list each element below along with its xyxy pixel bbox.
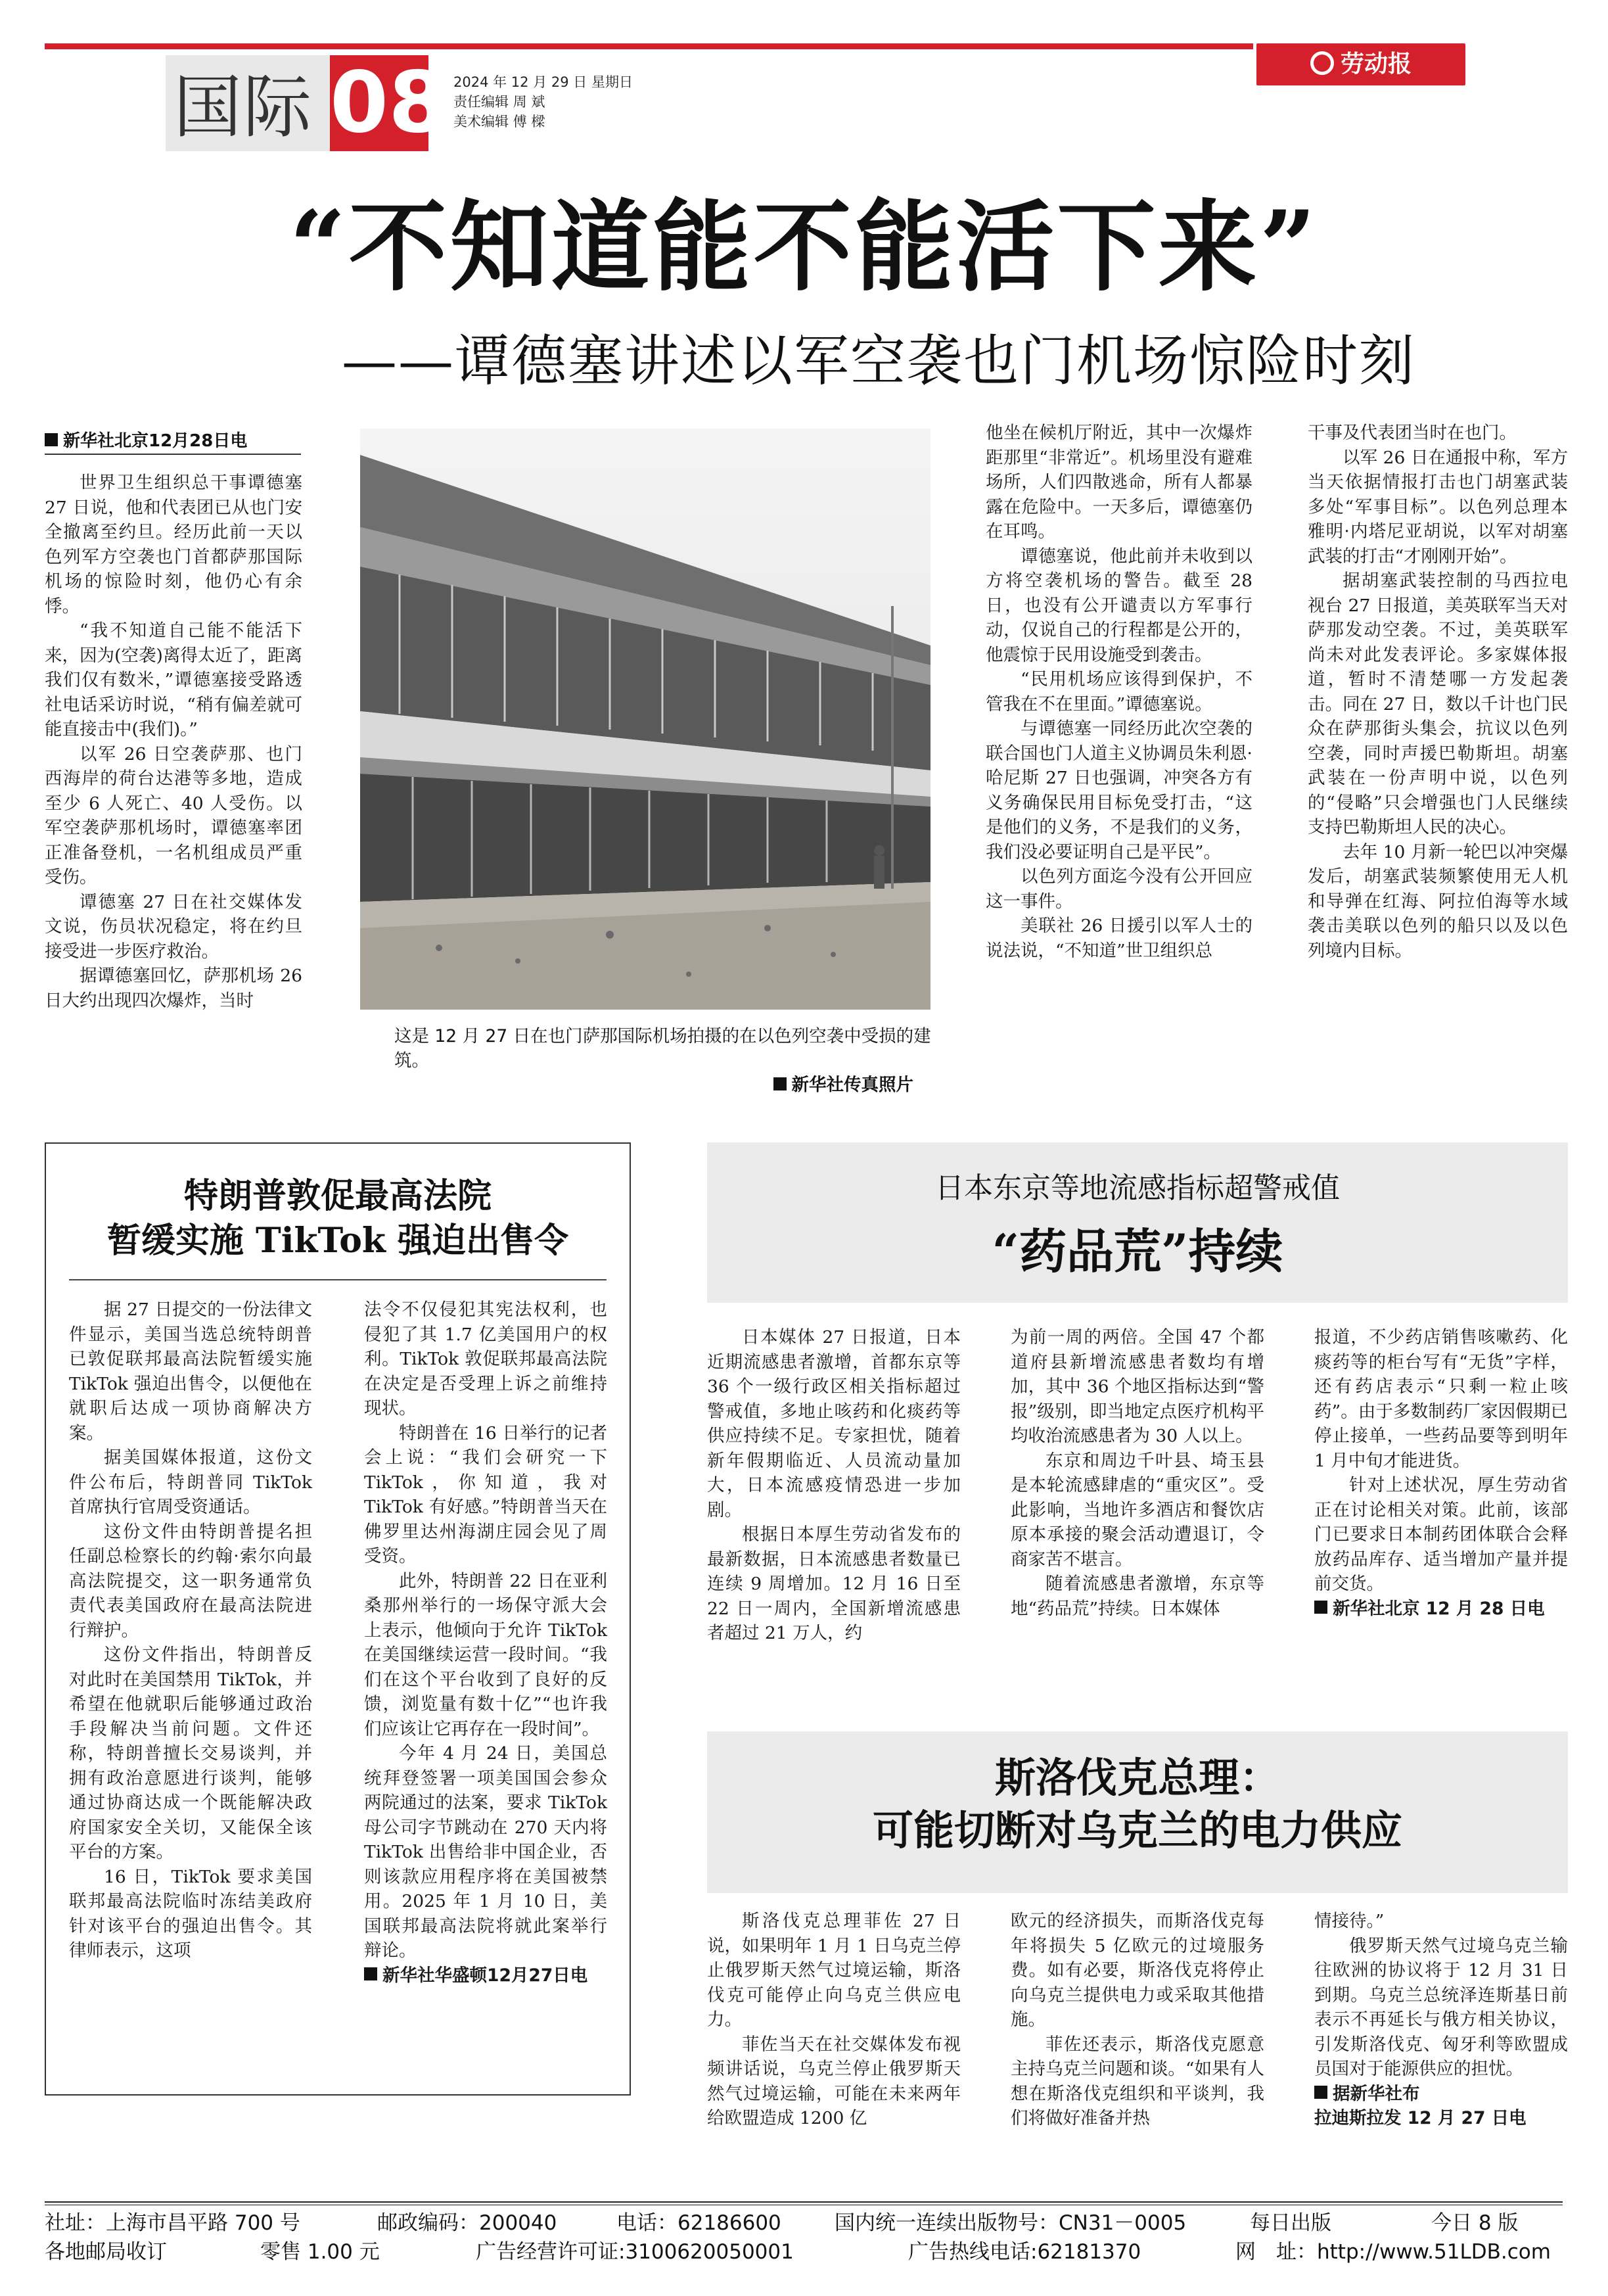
slovakia-column-1 [707, 1909, 961, 2131]
japan-subheadline: 日本东京等地流感指标超警戒值 [935, 1171, 1340, 1205]
paragraph: 干事及代表团当时在也门。 [1308, 423, 1517, 443]
paragraph: 他坐在候机厅附近，其中一次爆炸距那里“非常近”。机场里没有避难场所，人们四散逃命，所有人都暴露在危险中。一天多后，谭德塞仍在耳鸣。 [986, 423, 1252, 542]
tiktok-rule [69, 1279, 607, 1280]
paragraph: 据 27 日提交的一份法律文件显示，美国当选总统特朗普已敦促联邦最高法院暂缓实施 TikTok 强迫出售令，以便他在就职后达成一项协商解决方案。 [69, 1300, 312, 1443]
section-name: 国际 [173, 67, 313, 147]
footer-website [1235, 2239, 1551, 2265]
paragraph: 以军 26 日空袭萨那、也门西海岸的荷台达港等多地，造成至少 6 人死亡、40 人受伤。以军空袭萨那机场时，谭德塞率团正准备登机，一名机组成员严重受伤。 [45, 743, 302, 887]
paragraph: 谭德塞说，他此前并未收到以方将空袭机场的警告。截至 28 日，也没有公开谴责以方军事行动，仅说自己的行程都是公开的，他震惊于民用设施受到袭击。 [986, 546, 1252, 665]
footer-web-label: 网 址： [1235, 2240, 1317, 2264]
paragraph: 东京和周边千叶县、埼玉县是本轮流感肆虐的“重灾区”。受此影响，当地许多酒店和餐饮店原本承接的聚会活动遭退订，令商家苦不堪言。 [1011, 1450, 1264, 1570]
responsible-editor: 责任编辑 周 斌 [453, 94, 545, 110]
slovakia-headline [707, 1752, 1568, 1857]
tiktok-source-text: 新华社华盛顿12月27日电 [382, 1965, 588, 1986]
paragraph: 菲佐当天在社交媒体发布视频讲话说，乌克兰停止俄罗斯天然气过境运输，可能在未来两年给欧盟造成 1200 亿 [707, 2034, 961, 2128]
paragraph: 这份文件指出，特朗普反对此时在美国禁用 TikTok，并希望在他就职后能够通过政治手段解决当前问题。文件还称，特朗普擅长交易谈判，并拥有政治意愿进行谈判，能够通过协商达成一个既能解决政府国家安全关切，又能保全该平台的方案。 [69, 1645, 312, 1862]
paragraph: 据美国媒体报道，这份文件公布后，特朗普同 TikTok 首席执行官周受资通话。 [69, 1447, 312, 1517]
lead-column-2 [986, 421, 1252, 963]
paragraph: 欧元的经济损失，而斯洛伐克每年将损失 5 亿欧元的过境服务费。如有必要，斯洛伐克将停止向乌克兰提供电力或采取其他措施。 [1011, 1911, 1264, 2030]
dateline-rule [45, 454, 301, 455]
tiktok-source [364, 1963, 607, 1988]
photo-caption [394, 1024, 933, 1097]
paragraph: 以色列方面迄今没有公开回应这一事件。 [986, 866, 1252, 912]
slovakia-source-text-b: 拉迪斯拉发 12 月 27 日电 [1314, 2108, 1527, 2128]
paragraph: 斯洛伐克总理菲佐 27 日说，如果明年 1 月 1 日乌克兰停止俄罗斯天然气过境运输，斯洛伐克可能停止向乌克兰供应电力。 [707, 1911, 961, 2030]
paragraph: “民用机场应该得到保护，不管我在不在里面。”谭德塞说。 [986, 669, 1252, 715]
lead-dateline-text: 新华社北京12月28日电 [63, 431, 248, 451]
japan-column-2 [1011, 1325, 1264, 1621]
paragraph: 世界卫生组织总干事谭德塞 27 日说，他和代表团已从也门安全撤离至约旦。经历此前一天以色列军方空袭也门首都萨那国际机场的惊险时刻，他仍心有余悸。 [45, 473, 302, 617]
tiktok-column-2 [364, 1298, 607, 1988]
paragraph: 这份文件由特朗普提名担任副总检察长的约翰·索尔向最高法院提交，这一职务通常负责代表美国政府在最高法院进行辩护。 [69, 1521, 312, 1641]
paragraph: 美联社 26 日援引以军人士的说法说，“不知道”世卫组织总 [986, 916, 1252, 961]
paragraph: 去年 10 月新一轮巴以冲突爆发后，胡塞武装频繁使用无人机和导弹在红海、阿拉伯海等水域袭击美联以色列的船只以及以色列境内目标。 [1308, 841, 1568, 961]
paragraph: 此外，特朗普 22 日在亚利桑那州举行的一场保守派大会上表示，他倾向于允许 TikTok 在美国继续运营一段时间。“我们在这个平台收到了良好的反馈，浏览量有数十亿”“也许我们应该让它再存在一段时间”。 [364, 1570, 607, 1739]
lead-column-1 [45, 471, 302, 1013]
tiktok-headline-line2: 暂缓实施 TikTok 强迫出售令 [106, 1221, 569, 1261]
square-bullet-icon [1314, 1601, 1327, 1614]
paragraph: 根据日本厚生劳动省发布的最新数据，日本流感患者数量已连续 9 周增加。12 月 16 日至 22 日一周内，全国新增流感患者超过 21 万人，约 [707, 1524, 961, 1643]
slovakia-headline-line2: 可能切断对乌克兰的电力供应 [872, 1806, 1402, 1854]
issue-meta [453, 72, 633, 131]
paragraph: 以军 26 日在通报中称，军方当天依据情报打击也门胡塞武装多处“军事目标”。以色列总理本雅明·内塔尼亚胡说，以军对胡塞武装的打击“才刚刚开始”。 [1308, 447, 1568, 567]
slovakia-source-text-a: 据新华社布 [1333, 2083, 1420, 2104]
paragraph: 今年 4 月 24 日，美国总统拜登签署一项美国国会参众两院通过的法案，要求 TikTok 母公司字节跳动在 270 天内将 TikTok 出售给非中国企业，否则该款应用程序将在美国被禁用。2025 年 1 月 10 日，美国联邦最高法院将就此案举行辩论。 [364, 1743, 607, 1961]
paragraph: 16 日，TikTok 要求美国联邦最高法院临时冻结美政府针对该平台的强迫出售令。其律师表示，这项 [69, 1866, 312, 1961]
paragraph: “我不知道自己能不能活下来，因为(空袭)离得太近了，距离我们仅有数米，”谭德塞接受路透社电话采访时说，“稍有偏差就可能直接击中(我们)。” [45, 621, 302, 739]
paragraph: 日本媒体 27 日报道，日本近期流感患者激增，首都东京等 36 个一级行政区相关指标超过警戒值，多地止咳药和化痰药等供应持续不足。专家担忧，随着新年假期临近、人员流动量加大，日本流感疫情恐进一步加剧。 [707, 1327, 961, 1520]
footer-ad-license: 广告经营许可证:3100620050001 [476, 2240, 794, 2264]
square-bullet-icon [364, 1967, 377, 1980]
footer-cn-number: 国内统一连续出版物号：CN31－0005 [835, 2211, 1187, 2235]
footer-rule [45, 2201, 1563, 2203]
tiktok-headline-line1: 特朗普敦促最高法院 [183, 1176, 492, 1216]
footer-mail-subscription: 各地邮局收订 [45, 2240, 167, 2264]
japan-source-text: 新华社北京 12 月 28 日电 [1333, 1598, 1545, 1619]
photo-credit-text: 新华社传真照片 [791, 1075, 913, 1095]
square-bullet-icon [45, 433, 58, 446]
top-rule [45, 43, 1253, 49]
lead-column-3 [1308, 421, 1568, 963]
newspaper-logo-icon [1310, 51, 1334, 75]
paragraph: 特朗普在 16 日举行的记者会上说：“我们会研究一下 TikTok，你知道，我对 TikTok 有好感。”特朗普当天在佛罗里达州海湖庄园会见了周受资。 [364, 1422, 607, 1566]
tiktok-headline [45, 1174, 631, 1263]
photo-caption-text: 这是 12 月 27 日在也门萨那国际机场拍摄的在以色列空袭中受损的建筑。 [394, 1026, 931, 1071]
slovakia-source [1314, 2082, 1568, 2131]
paragraph: 据谭德塞回忆，萨那机场 26 日大约出现四次爆炸，当时 [45, 966, 302, 1011]
footer-ad-phone: 广告热线电话:62181370 [908, 2240, 1141, 2264]
paragraph: 菲佐还表示，斯洛伐克愿意主持乌克兰问题和谈。“如果有人想在斯洛伐克组织和平谈判，我们将做好准备并热 [1011, 2034, 1264, 2128]
lead-subheadline: ——谭德塞讲述以军空袭也门机场惊险时刻 [342, 329, 1416, 393]
square-bullet-icon [1314, 2086, 1327, 2099]
slovakia-column-2 [1011, 1909, 1264, 2131]
japan-source [1314, 1597, 1568, 1622]
airport-photo [360, 429, 930, 1010]
paragraph: 法令不仅侵犯其宪法权利，也侵犯了其 1.7 亿美国用户的权利。TikTok 敦促联邦最高法院在决定是否受理上诉之前维持现状。 [364, 1300, 607, 1418]
square-bullet-icon [773, 1077, 787, 1090]
japan-column-3 [1314, 1325, 1568, 1621]
slovakia-column-3 [1314, 1909, 1568, 2131]
paragraph: 情接待。” [1314, 1911, 1385, 1931]
lead-dateline [45, 427, 247, 452]
paragraph: 谭德塞 27 日在社交媒体发文说，伤员状况稳定，将在约旦接受进一步医疗救治。 [45, 891, 302, 962]
lead-headline: “不知道能不能活下来” [289, 189, 1319, 305]
japan-column-1 [707, 1325, 961, 1646]
footer-frequency: 每日出版 [1250, 2211, 1331, 2235]
paragraph: 针对上述状况，厚生劳动省正在讨论相关对策。此前，该部门已要求日本制药团体联合会释放药品库存、适当增加产量并提前交货。 [1314, 1475, 1568, 1594]
footer-address: 社址：上海市昌平路 700 号 [45, 2211, 300, 2235]
footer-page-count: 今日 8 版 [1431, 2211, 1519, 2235]
paragraph: 俄罗斯天然气过境乌克兰输往欧洲的协议将于 12 月 31 日到期。乌克兰总统泽连斯基日前表示不再延长与俄方相关协议，引发斯洛伐克、匈牙利等欧盟成员国对于能源供应的担忧。 [1314, 1935, 1568, 2079]
newspaper-name: 劳动报 [1340, 51, 1412, 78]
footer-phone: 电话：62186600 [616, 2211, 781, 2235]
footer-postcode: 邮政编码：200040 [377, 2211, 557, 2235]
damaged-airport-building-image [360, 429, 930, 1010]
paragraph: 据胡塞武装控制的马西拉电视台 27 日报道，美英联军当天对萨那发动空袭。不过，美英联军尚未对此发表评论。多家媒体报道，暂时不清楚哪一方发起袭击。同在 27 日，数以千计也门民众在萨那街头集会，抗议以色列空袭，同时声援巴勒斯坦。胡塞武装在一份声明中说，以色列的“侵略”只会增强也门人民继续支持巴勒斯坦人民的决心。 [1308, 571, 1568, 837]
paragraph: 为前一周的两倍。全国 47 个都道府县新增流感患者数均有增加，其中 36 个地区指标达到“警报”级别，即当地定点医疗机构平均收治流感患者为 30 人以上。 [1011, 1327, 1264, 1446]
paragraph: 报道，不少药店销售咳嗽药、化痰药等的柜台写有“无货”字样，还有药店表示“只剩一粒止咳药”。由于多数制药厂家因假期已停止接单，一些药品要等到明年 1 月中旬才能进货。 [1314, 1327, 1568, 1471]
photo-credit [394, 1073, 933, 1097]
footer-web-url[interactable]: http://www.51LDB.com [1317, 2240, 1551, 2264]
issue-date: 2024 年 12 月 29 日 星期日 [453, 74, 633, 90]
tiktok-column-1 [69, 1298, 312, 1963]
newspaper-logo [1256, 43, 1465, 85]
page-number: 08 [330, 54, 448, 152]
japan-headline: “药品荒”持续 [992, 1223, 1283, 1279]
art-editor: 美术编辑 傅 樑 [453, 114, 545, 129]
paragraph: 随着流感患者激增，东京等地“药品荒”持续。日本媒体 [1011, 1574, 1264, 1619]
footer-price: 零售 1.00 元 [260, 2240, 380, 2264]
slovakia-headline-line1: 斯洛伐克总理： [994, 1754, 1280, 1802]
paragraph: 与谭德塞一同经历此次空袭的联合国也门人道主义协调员朱利恩·哈尼斯 27 日也强调，冲突各方有义务确保民用目标免受打击，“这是他们的义务，不是我们的义务，我们没必要证明自己是平民”。 [986, 718, 1252, 862]
